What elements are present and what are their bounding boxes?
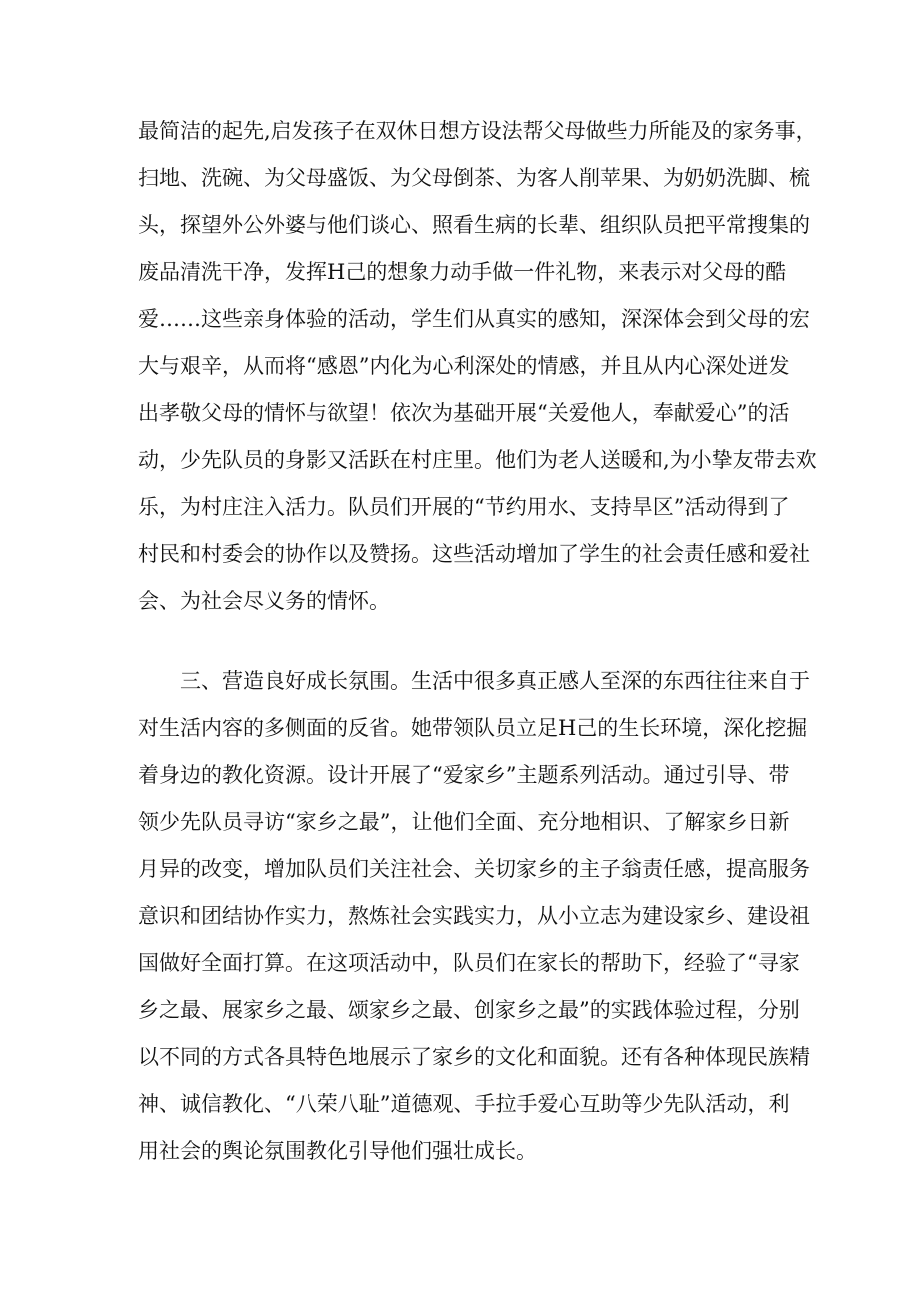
text-line: 月异的改变，增加队员们关注社会、关切家乡的主子翁责任感，提高服务 (138, 857, 810, 881)
text-line: 乡之最、展家乡之最、颂家乡之最、创家乡之最”的实践体验过程，分别 (138, 998, 800, 1022)
text-line: 头，探望外公外婆与他们谈心、照看生病的长辈、组织队员把平常搜集的 (138, 213, 810, 237)
text-line: 扫地、洗碗、为父母盛饭、为父母倒茶、为客人削苹果、为奶奶洗脚、梳 (138, 166, 810, 190)
text-line: 着身边的教化资源。设计开展了“爱家乡”主题系列活动。通过引导、带 (138, 763, 790, 787)
text-line: 废品清洗干净，发挥H己的想象力动手做一件礼物，来表示对父母的酷 (138, 260, 787, 284)
paragraph-family-activities (138, 108, 817, 625)
text-line: 领少先队员寻访“家乡之最”，让他们全面、充分地相识、了解家乡日新 (138, 810, 790, 834)
text-line: 对生活内容的多侧面的反省。她带领队员立足H己的生长环境，深化挖掘 (138, 716, 808, 740)
paragraph-growth-atmosphere (138, 658, 810, 1175)
text-line: 用社会的舆论氛围教化引导他们强壮成长。 (138, 1139, 537, 1163)
text-line: 最简洁的起先,启发孩子在双休日想方设法帮父母做些力所能及的家务事， (138, 119, 817, 143)
text-line: 意识和团结协作实力，熬炼社会实践实力，从小立志为建设家乡、建设祖 (138, 904, 810, 928)
text-line: 神、诚信教化、“八荣八耻”道德观、手拉手爱心互助等少先队活动，利 (138, 1092, 790, 1116)
text-line: 大与艰辛，从而将“感恩”内化为心利深处的情感，并且从内心深处迸发 (138, 354, 790, 378)
text-line: 三、营造良好成长氛围。生活中很多真正感人至深的东西往往来自于 (180, 669, 810, 693)
text-line: 村民和村委会的协作以及赞扬。这些活动增加了学生的社会责任感和爱社 (138, 542, 810, 566)
text-line: 动，少先队员的身影又活跃在村庄里。他们为老人送暖和,为小挚友带去欢 (138, 448, 817, 472)
text-line: 以不同的方式各具特色地展示了家乡的文化和面貌。还有各种体现民族精 (138, 1045, 810, 1069)
text-line: 乐，为村庄注入活力。队员们开展的“节约用水、支持旱区”活动得到了 (138, 495, 790, 519)
text-line: 出孝敬父母的情怀与欲望！依次为基础开展“关爱他人，奉献爱心”的活 (138, 401, 790, 425)
text-line: 会、为社会尽义务的情怀。 (138, 589, 390, 613)
text-line: 国做好全面打算。在这项活动中，队员们在家长的帮助下，经验了“寻家 (138, 951, 800, 975)
text-line: 爱……这些亲身体验的活动，学生们从真实的感知，深深体会到父母的宏 (138, 307, 810, 331)
